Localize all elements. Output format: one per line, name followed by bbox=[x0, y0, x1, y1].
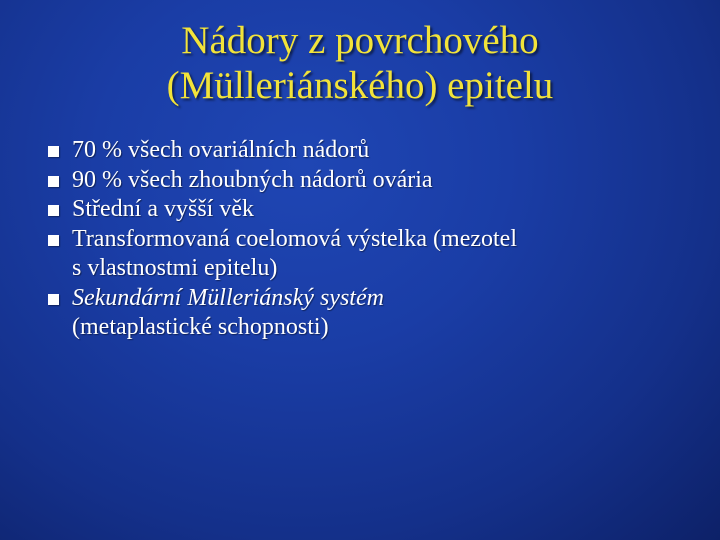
bullet-text: 70 % všech ovariálních nádorů bbox=[72, 137, 370, 163]
square-bullet-icon bbox=[48, 235, 59, 246]
bullet-item bbox=[48, 136, 698, 166]
bullet-list bbox=[48, 136, 698, 343]
bullet-item bbox=[48, 225, 698, 284]
square-bullet-icon bbox=[48, 205, 59, 216]
slide-title-line-2: (Mülleriánského) epitelu bbox=[166, 64, 554, 107]
slide-title-line-1: Nádory z povrchového bbox=[181, 19, 539, 62]
bullet-item bbox=[48, 284, 698, 343]
bullet-item bbox=[48, 195, 698, 225]
bullet-text: Sekundární Mülleriánský systém bbox=[72, 284, 384, 311]
bullet-text: Transformovaná coelomová výstelka (mezotel bbox=[72, 225, 517, 252]
square-bullet-icon bbox=[48, 176, 59, 187]
bullet-text: Střední a vyšší věk bbox=[72, 196, 254, 222]
square-bullet-icon bbox=[48, 294, 59, 305]
square-bullet-icon bbox=[48, 146, 59, 157]
bullet-text: 90 % všech zhoubných nádorů ovária bbox=[72, 166, 433, 193]
bullet-item bbox=[48, 166, 698, 196]
bullet-text-continuation: s vlastnostmi epitelu) bbox=[72, 255, 278, 281]
slide-title bbox=[60, 18, 660, 108]
bullet-text-continuation: (metaplastické schopnosti) bbox=[72, 314, 329, 340]
